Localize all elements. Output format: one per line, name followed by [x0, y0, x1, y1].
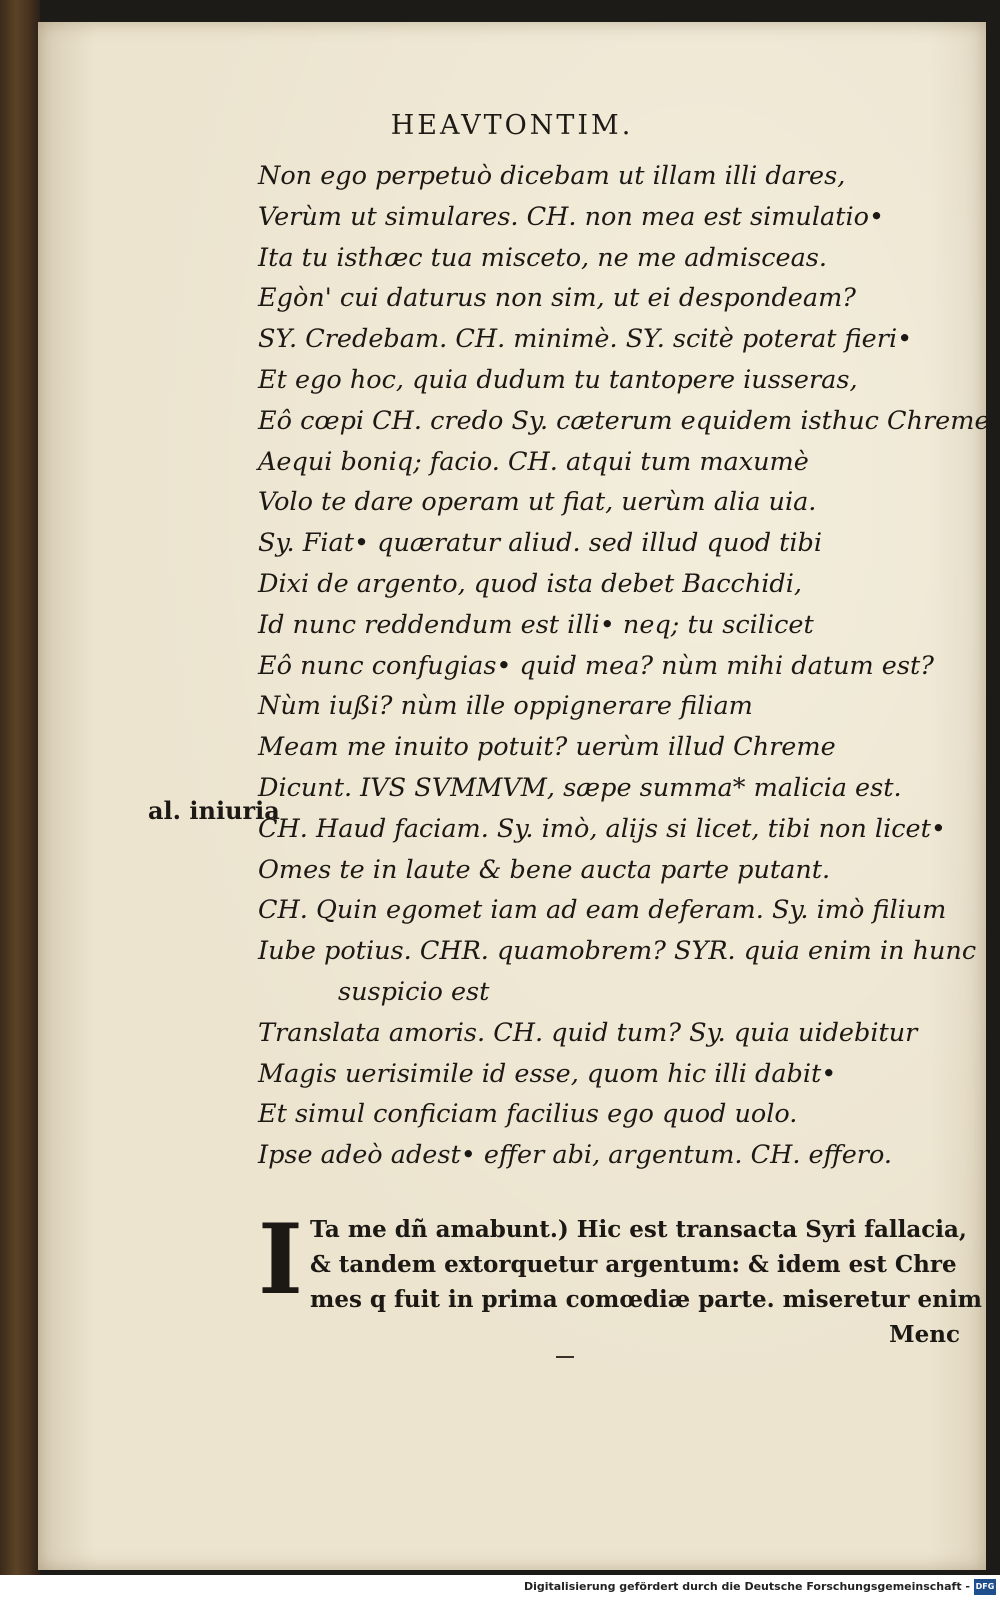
book-binding — [0, 0, 40, 1575]
commentary-line: mes q fuit in prima comœdiæ parte. miseretur enim — [310, 1286, 982, 1313]
verse-line: Et ego hoc, quia dudum tu tantopere iusseras, — [258, 364, 858, 395]
dfg-logo-icon: DFG — [974, 1579, 996, 1595]
verse-line: Egòn' cui daturus non sim, ut ei despondeam? — [258, 283, 856, 314]
marginal-note: al. iniuria — [148, 796, 280, 825]
commentary-block — [258, 1203, 982, 1352]
running-title: HEAVTONTIM. — [390, 110, 634, 141]
verse-line: Translata amoris. CH. quid tum? Sy. quia uidebitur — [258, 1017, 918, 1048]
verse-line: Ipse adeò adest• effer abi, argentum. CH. effero. — [258, 1140, 892, 1171]
verse-line: Id nunc reddendum est illi• neq; tu scilicet — [258, 609, 814, 640]
verse-line: Magis uerisimile id esse, quom hic illi dabit• — [258, 1058, 837, 1089]
catchword: Menc — [889, 1321, 960, 1348]
verse-line: Volo te dare operam ut fiat, uerùm alia uia. — [258, 487, 817, 518]
verse-line: CH. Haud faciam. Sy. imò, alijs si licet, tibi non licet• — [258, 813, 946, 844]
verse-line: Non ego perpetuò dicebam ut illam illi dares, — [258, 161, 846, 191]
verse-line: Verùm ut simulares. CH. non mea est simulatio• — [258, 201, 884, 232]
verse-line: Dixi de argento, quod ista debet Bacchidi, — [258, 568, 802, 599]
digitization-footer — [0, 1575, 1000, 1601]
verse-line: CH. Quin egomet iam ad eam deferam. Sy. imò filium — [258, 895, 947, 926]
verse-line: Nùm iußi? nùm ille oppignerare filiam — [258, 691, 753, 722]
drop-cap: I — [258, 1203, 303, 1316]
verse-line: Ita tu isthæc tua misceto, ne me admisceas. — [258, 242, 827, 273]
verse-line: Et simul conficiam facilius ego quod uolo. — [258, 1099, 798, 1130]
verse-line: Eô cœpi CH. credo Sy. cæterum equidem isthuc Chreme — [258, 405, 990, 436]
verse-line: Eô nunc confugias• quid mea? nùm mihi datum est? — [258, 650, 934, 681]
book-page — [38, 22, 990, 1570]
verse-line-continuation: suspicio est — [338, 976, 490, 1007]
commentary-line: Ta me dñ amabunt.) Hic est transacta Syri fallacia, — [310, 1216, 967, 1243]
verse-line: Iube potius. CHR. quamobrem? SYR. quia enim in hunc — [258, 936, 977, 967]
verse-line: Omes te in laute & bene aucta parte putant. — [258, 854, 831, 885]
verse-line: Sy. Fiat• quæratur aliud. sed illud quod tibi — [258, 528, 823, 559]
verse-text — [258, 156, 990, 1176]
page-mark — [556, 1356, 574, 1358]
verse-line: Aequi boniq; facio. CH. atqui tum maxumè — [258, 446, 809, 477]
verse-line: Dicunt. IVS SVMMVM, sæpe summa* malicia est. — [258, 772, 902, 803]
verse-line: Meam me inuito potuit? uerùm illud Chreme — [258, 732, 836, 763]
verse-line: SY. Credebam. CH. minimè. SY. scitè poterat fieri• — [258, 324, 913, 355]
footer-credit: Digitalisierung gefördert durch die Deutsche Forschungsgemeinschaft - — [523, 1580, 970, 1593]
commentary-line: & tandem extorquetur argentum: & idem est Chre — [310, 1251, 957, 1278]
